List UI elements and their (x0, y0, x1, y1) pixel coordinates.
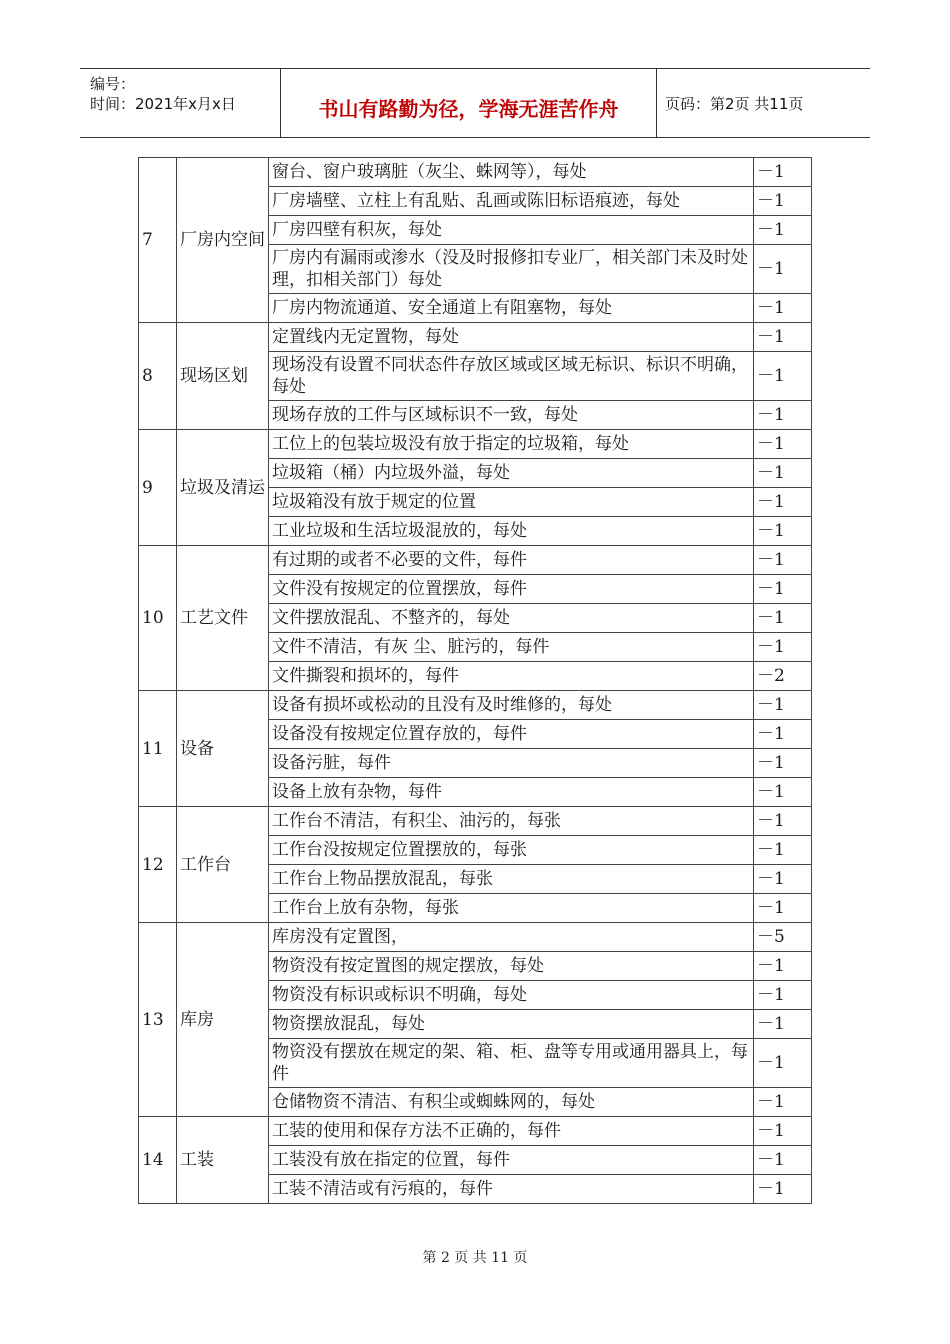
deduction-score: －1 (754, 546, 812, 575)
header-motto-cell (280, 69, 657, 137)
check-item: 物资摆放混乱，每处 (269, 1010, 754, 1039)
section-number: 11 (139, 691, 177, 807)
check-item: 设备污脏，每件 (269, 749, 754, 778)
inspection-table (138, 157, 812, 1204)
deduction-score: －1 (754, 1039, 812, 1088)
table-row (139, 430, 812, 459)
check-item: 工作台不清洁，有积尘、油污的，每张 (269, 807, 754, 836)
table-row (139, 1117, 812, 1146)
check-item: 仓储物资不清洁、有积尘或蜘蛛网的，每处 (269, 1088, 754, 1117)
header-page-cell (655, 69, 870, 137)
check-item: 物资没有按定置图的规定摆放，每处 (269, 952, 754, 981)
section-category: 工作台 (177, 807, 269, 923)
section-category: 设备 (177, 691, 269, 807)
check-item: 定置线内无定置物，每处 (269, 323, 754, 352)
check-item: 工装不清洁或有污痕的，每件 (269, 1175, 754, 1204)
check-item: 工装的使用和保存方法不正确的，每件 (269, 1117, 754, 1146)
deduction-score: －1 (754, 1117, 812, 1146)
header-left-cell (80, 69, 280, 137)
check-item: 有过期的或者不必要的文件，每件 (269, 546, 754, 575)
section-number: 13 (139, 923, 177, 1117)
deduction-score: －1 (754, 720, 812, 749)
check-item: 窗台、窗户玻璃脏（灰尘、蛛网等），每处 (269, 158, 754, 187)
check-item: 工作台上放有杂物，每张 (269, 894, 754, 923)
check-item: 厂房内有漏雨或渗水（没及时报修扣专业厂，相关部门未及时处理，扣相关部门）每处 (269, 245, 754, 294)
section-category: 厂房内空间 (177, 158, 269, 323)
deduction-score: －2 (754, 662, 812, 691)
check-item: 物资没有标识或标识不明确，每处 (269, 981, 754, 1010)
section-number: 10 (139, 546, 177, 691)
check-item: 文件撕裂和损坏的，每件 (269, 662, 754, 691)
section-number: 14 (139, 1117, 177, 1204)
page-header (80, 68, 870, 138)
check-item: 库房没有定置图， (269, 923, 754, 952)
deduction-score: －1 (754, 430, 812, 459)
document-number-label: 编号： (90, 75, 136, 93)
section-number: 7 (139, 158, 177, 323)
check-item: 厂房四壁有积灰，每处 (269, 216, 754, 245)
deduction-score: －1 (754, 807, 812, 836)
check-item: 文件不清洁，有灰 尘、脏污的，每件 (269, 633, 754, 662)
header-page-info: 页码：第2页 共11页 (665, 95, 804, 113)
deduction-score: －1 (754, 488, 812, 517)
deduction-score: －1 (754, 323, 812, 352)
section-number: 12 (139, 807, 177, 923)
deduction-score: －1 (754, 749, 812, 778)
deduction-score: －1 (754, 158, 812, 187)
deduction-score: －1 (754, 216, 812, 245)
deduction-score: －1 (754, 1088, 812, 1117)
table-row (139, 323, 812, 352)
check-item: 工业垃圾和生活垃圾混放的，每处 (269, 517, 754, 546)
deduction-score: －1 (754, 691, 812, 720)
section-category: 垃圾及清运 (177, 430, 269, 546)
header-motto: 书山有路勤为径，学海无涯苦作舟 (318, 97, 619, 121)
deduction-score: －1 (754, 633, 812, 662)
section-number: 8 (139, 323, 177, 430)
deduction-score: －1 (754, 865, 812, 894)
check-item: 垃圾箱没有放于规定的位置 (269, 488, 754, 517)
check-item: 物资没有摆放在规定的架、箱、柜、盘等专用或通用器具上，每件 (269, 1039, 754, 1088)
deduction-score: －5 (754, 923, 812, 952)
check-item: 文件没有按规定的位置摆放，每件 (269, 575, 754, 604)
deduction-score: －1 (754, 1146, 812, 1175)
check-item: 现场存放的工件与区域标识不一致，每处 (269, 401, 754, 430)
deduction-score: －1 (754, 459, 812, 488)
check-item: 工位上的包装垃圾没有放于指定的垃圾箱，每处 (269, 430, 754, 459)
document-date: 时间：2021年x月x日 (90, 95, 236, 113)
deduction-score: －1 (754, 294, 812, 323)
table-row (139, 546, 812, 575)
deduction-score: －1 (754, 401, 812, 430)
deduction-score: －1 (754, 836, 812, 865)
deduction-score: －1 (754, 352, 812, 401)
deduction-score: －1 (754, 604, 812, 633)
section-category: 库房 (177, 923, 269, 1117)
section-category: 工装 (177, 1117, 269, 1204)
check-item: 工作台没按规定位置摆放的，每张 (269, 836, 754, 865)
check-item: 厂房内物流通道、安全通道上有阻塞物，每处 (269, 294, 754, 323)
table-row (139, 807, 812, 836)
deduction-score: －1 (754, 575, 812, 604)
inspection-table-body (139, 158, 812, 1204)
check-item: 工装没有放在指定的位置，每件 (269, 1146, 754, 1175)
table-row (139, 691, 812, 720)
table-row (139, 923, 812, 952)
check-item: 垃圾箱（桶）内垃圾外溢，每处 (269, 459, 754, 488)
check-item: 设备上放有杂物，每件 (269, 778, 754, 807)
page-footer: 第 2 页 共 11 页 (422, 1250, 528, 1266)
deduction-score: －1 (754, 517, 812, 546)
deduction-score: －1 (754, 187, 812, 216)
deduction-score: －1 (754, 1175, 812, 1204)
check-item: 设备没有按规定位置存放的，每件 (269, 720, 754, 749)
deduction-score: －1 (754, 1010, 812, 1039)
section-number: 9 (139, 430, 177, 546)
deduction-score: －1 (754, 952, 812, 981)
check-item: 厂房墙壁、立柱上有乱贴、乱画或陈旧标语痕迹，每处 (269, 187, 754, 216)
deduction-score: －1 (754, 981, 812, 1010)
deduction-score: －1 (754, 778, 812, 807)
check-item: 工作台上物品摆放混乱，每张 (269, 865, 754, 894)
table-row (139, 158, 812, 187)
deduction-score: －1 (754, 894, 812, 923)
deduction-score: －1 (754, 245, 812, 294)
check-item: 设备有损坏或松动的且没有及时维修的，每处 (269, 691, 754, 720)
check-item: 文件摆放混乱、不整齐的，每处 (269, 604, 754, 633)
section-category: 工艺文件 (177, 546, 269, 691)
check-item: 现场没有设置不同状态件存放区域或区域无标识、标识不明确，每处 (269, 352, 754, 401)
section-category: 现场区划 (177, 323, 269, 430)
